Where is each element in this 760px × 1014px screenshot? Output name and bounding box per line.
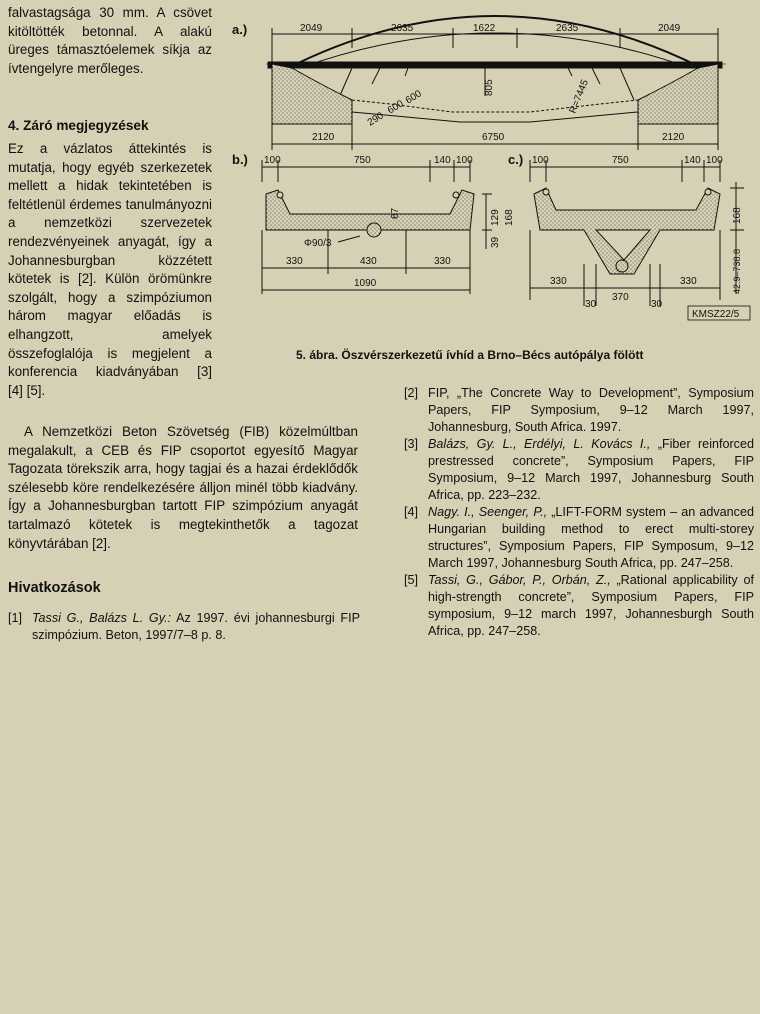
reference-list-left [8,610,360,644]
reference-item [404,436,754,504]
dim-a-top-3: 1622 [473,23,496,34]
figure-caption: 5. ábra. Öszvérszerkezetű ívhíd a Brno–Bécs autópálya fölött [296,348,644,362]
dim-c-top-2: 750 [612,155,629,166]
dim-a-section-2: 600 [385,98,406,117]
dim-a-bottom-3: 2120 [662,132,685,143]
reference-text [428,436,754,504]
reference-item [404,385,754,436]
figure-code: KMSZ22/5 [692,309,740,320]
reference-authors: Nagy. I., Seenger, P., [428,505,548,519]
section-4-heading: 4. Záró megjegyzések [8,118,149,133]
reference-body: Az 1997. évi johannesburgi FIP szimpózium. Beton, 1997/7–8 p. 8. [32,611,360,642]
reference-text [428,572,754,640]
bridge-drawing [230,4,756,348]
closing-paragraph-1-end: [4] [5]. [8,382,46,398]
dim-b-top-4: 100 [456,155,473,166]
dim-b-bottom-3: 330 [434,256,451,267]
reference-body: FIP, „The Concrete Way to Development”, Symposium Papers, FIP Symposium, 9–12 March 1997, Johannesburg, South Africa. 1997. [428,386,754,434]
closing-paragraph-2: A Nemzetközi Beton Szövetség (FIB) közelmúltban megalakult, a CEB és FIP csoportot egyesítő Magyar Tagozata törekszik arra, hogy tagjai és a hazai érdeklődők szélesebb köre rendelkezésére álljon minél több kiadvány. Így a Johannesburgban tartott FIP szimpózium anyagát tartalmazó kötetek is megtekinthetők a tagozat könyvtárában [2]. [8,424,358,551]
dim-b-top-2: 750 [354,155,371,166]
dim-a-section-1: 290 [365,110,386,129]
reference-body: „Rational applicability of high-strength concrete”, Symposium Papers, FIP symposium, 9–12 march 1997, Johannesburgh South Africa, pp. 247–258. [428,573,754,638]
dim-a-top-2: 2635 [391,23,414,34]
reference-number: [1] [8,611,23,625]
reference-number: [3] [404,437,419,451]
reference-number: [4] [404,505,419,519]
reference-number: [5] [404,573,419,587]
dim-b-top-3: 140 [434,155,451,166]
intro-paragraph: falvastagsága 30 mm. A csövet kitöltötték betonnal. A alakú üreges támasztóelemek síkja az ívtengelyre merőleges. [8,5,212,76]
dim-b-top-1: 100 [264,155,281,166]
reference-item [404,504,754,572]
reference-item [404,572,754,640]
dim-b-bottom-1: 330 [286,256,303,267]
dim-b-right-3: 39 [490,236,501,248]
figure-label-b: b.) [232,152,248,167]
dim-a-bottom-2: 6750 [482,132,505,143]
dim-c-right-1: 168 [732,207,743,224]
reference-text [32,610,360,644]
dim-a-top-1: 2049 [300,23,323,34]
dim-b-total: 1090 [354,278,377,289]
dim-c-bottom-3: 330 [680,276,697,287]
reference-authors: Tassi, G., Gábor, P., Orbán, Z., [428,573,611,587]
dim-b-right-2: 168 [504,209,515,226]
reference-body: „LIFT-FORM system – an advanced Hungarian building method to erect multi-storey structures”, Symposium Papers, FIP Symposum, 9–12 March 1997, Johannesburg South Africa, pp. 247–258. [428,505,754,570]
dim-c-bottom-2: 370 [612,292,629,303]
dim-a-top-4: 2635 [556,23,579,34]
dim-a-radius: R=7445 [567,78,592,116]
dim-c-small-1: 30 [585,299,597,310]
dim-c-top-1: 100 [532,155,549,166]
figure-label-c: c.) [508,152,524,167]
dim-c-top-3: 140 [684,155,701,166]
reference-authors: Tassi G., Balázs L. Gy.: [32,611,172,625]
dim-a-section-3: 600 [403,88,424,107]
dim-b-right-1: 129 [490,209,501,226]
dim-b-pipe: Φ90/3 [304,238,332,249]
dim-b-bottom-2: 430 [360,256,377,267]
closing-paragraph-1-text: Ez a vázlatos áttekintés is mutatja, hogy egyéb szerkezetek mellett a hidak tekintetében is feltétlenül érdemes tanulmányozni a nemzetközi szervezetek rendezvényeinek anyagát, így a Johannesburgban közzétett kötetek is [2]. Külön örömünkre szolgált, hogy a szimpóziumon három magyar előadás is elhangzott, amelyek összefoglalója is megjelent a konferencia kiadványában [3] [8,141,212,380]
figure-label-a: a.) [232,22,248,37]
reference-text [428,504,754,572]
closing-paragraph-1 [8,140,212,400]
reference-item [8,610,360,644]
dim-b-67: 67 [390,207,401,219]
dim-a-bottom-1: 2120 [312,132,335,143]
references-heading: Hivatkozások [8,580,101,596]
reference-text [428,385,754,436]
dim-c-top-4: 100 [706,155,723,166]
reference-list-right [404,385,754,640]
dim-a-805: 805 [484,79,495,96]
reference-number: [2] [404,386,419,400]
dim-c-bottom-1: 330 [550,276,567,287]
reference-body: „Fiber reinforced prestressed concrete”, Symposium Papers, FIP Symposium, 9–12 March 1997, Johannesburg South Africa, pp. 223–232. [428,437,754,502]
reference-authors: Balázs, Gy. L., Erdélyi, L. Kovács I., [428,437,651,451]
dim-a-top-5: 2049 [658,23,681,34]
dim-c-small-2: 30 [651,299,663,310]
dim-c-right-2: 42.9–738.8 [732,248,742,294]
